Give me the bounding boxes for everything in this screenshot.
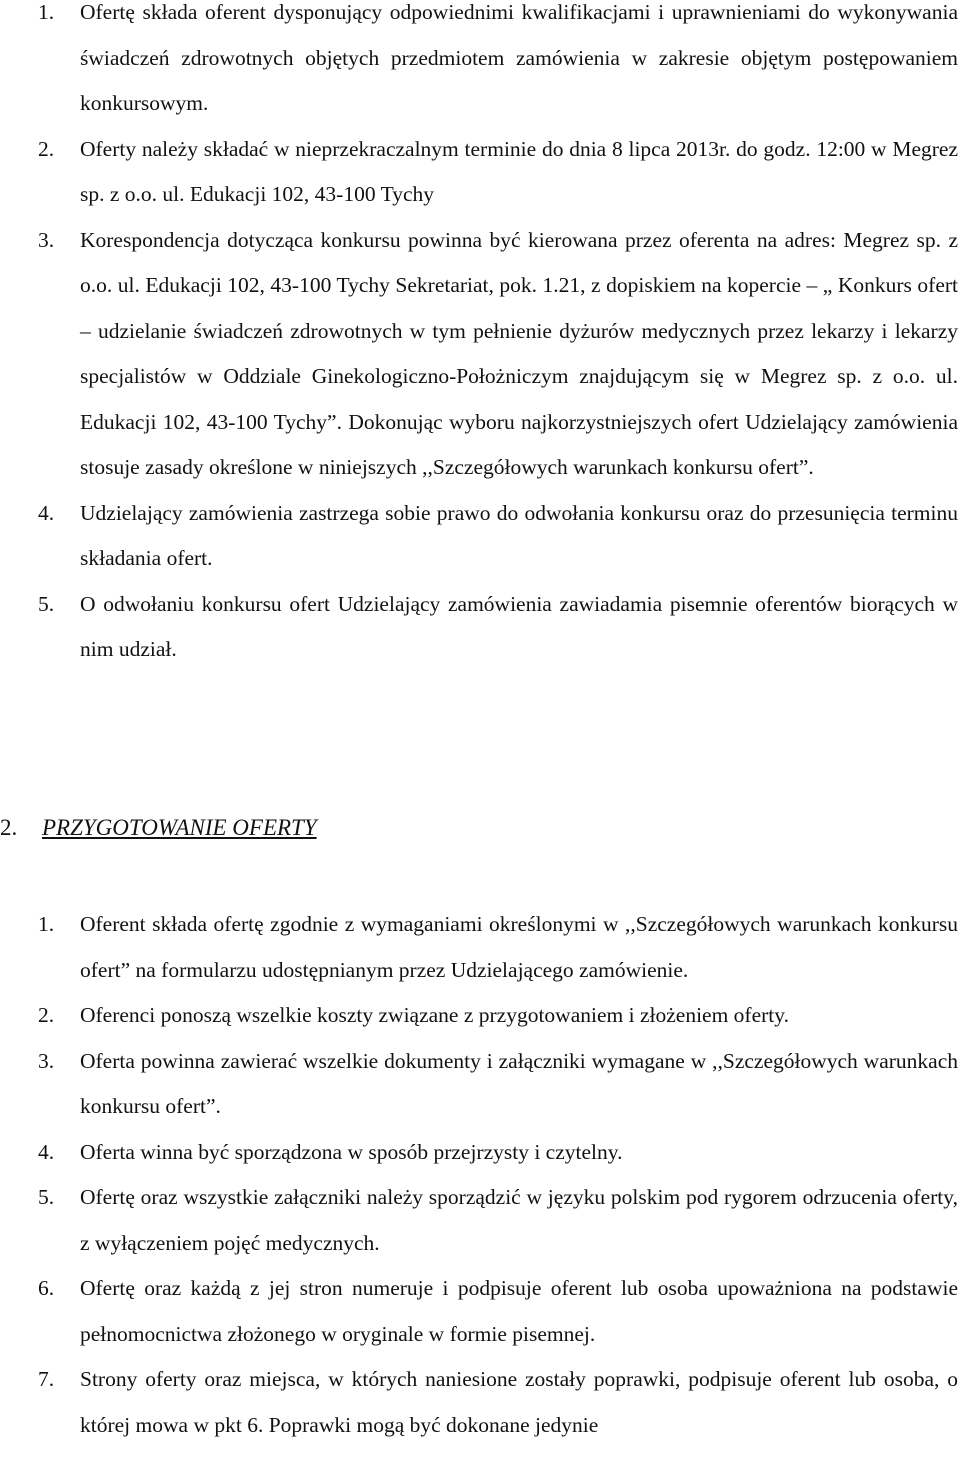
list-item xyxy=(38,127,958,218)
item-number: 2. xyxy=(38,136,55,161)
item-number: 7. xyxy=(38,1367,55,1391)
item-number: 3. xyxy=(38,1048,55,1073)
list-item xyxy=(38,582,958,673)
item-text: O odwołaniu konkursu ofert Udzielający zamówienia zawiadamia pisemnie oferentów biorących w nim udział. xyxy=(80,591,958,661)
list-item xyxy=(38,1175,958,1266)
item-number: 6. xyxy=(38,1276,55,1300)
item-text: Oferta winna być sporządzona w sposób przejrzysty i czytelny. xyxy=(80,1139,623,1164)
item-text: Ofertę składa oferent dysponujący odpowiednimi kwalifikacjami i uprawnieniami do wykonywania świadczeń zdrowotnych objętych przedmiotem zamówienia w zakresie objętym postępowaniem konkursowym. xyxy=(80,0,958,115)
offer-preparation-list xyxy=(38,902,958,1448)
item-number: 5. xyxy=(38,1185,55,1209)
section-title: PRZYGOTOWANIE OFERTY xyxy=(42,815,317,840)
list-item xyxy=(38,1130,958,1176)
item-text: Ofertę oraz wszystkie załączniki należy sporządzić w języku polskim pod rygorem odrzucenia oferty, z wyłączeniem pojęć medycznych. xyxy=(80,1185,958,1255)
list-item xyxy=(38,491,958,582)
item-text: Oferent składa ofertę zgodnie z wymaganiami określonymi w ,,Szczegółowych warunkach konkursu ofert” na formularzu udostępnianym przez Udzielającego zamówienie. xyxy=(80,912,958,982)
item-number: 4. xyxy=(38,1139,55,1164)
item-number: 4. xyxy=(38,500,55,525)
list-item xyxy=(38,218,958,491)
item-text: Oferty należy składać w nieprzekraczalnym terminie do dnia 8 lipca 2013r. do godz. 12:00 w Megrez sp. z o.o. ul. Edukacji 102, 43-100 Tychy xyxy=(80,136,958,206)
item-text: Strony oferty oraz miejsca, w których naniesione zostały poprawki, podpisuje oferent lub osoba, o której mowa w pkt 6. Poprawki mogą być dokonane jedynie xyxy=(80,1367,958,1437)
conditions-list xyxy=(38,0,958,673)
list-item xyxy=(38,1357,958,1448)
list-item xyxy=(38,1266,958,1357)
item-number: 1. xyxy=(38,0,55,24)
item-text: Udzielający zamówienia zastrzega sobie prawo do odwołania konkursu oraz do przesunięcia terminu składania ofert. xyxy=(80,500,958,570)
list-item xyxy=(38,1039,958,1130)
item-text: Oferta powinna zawierać wszelkie dokumenty i załączniki wymagane w ,,Szczegółowych warunkach konkursu ofert”. xyxy=(80,1048,958,1118)
item-number: 1. xyxy=(38,912,55,936)
item-number: 5. xyxy=(38,591,55,616)
item-text: Korespondencja dotycząca konkursu powinna być kierowana przez oferenta na adres: Megrez sp. z o.o. ul. Edukacji 102, 43-100 Tychy Sekretariat, pok. 1.21, z dopiskiem na kopercie – „ Konkurs ofert – udzielanie świadczeń zdrowotnych w tym pełnienie dyżurów medycznych przez lekarzy i lekarzy specjalistów w Oddziale Ginekologiczno-Położniczym znajdującym się w Megrez sp. z o.o. ul. Edukacji 102, 43-100 Tychy”. Dokonując wyboru najkorzystniejszych ofert Udzielający zamówienia stosuje zasady określone w niniejszych ,,Szczegółowych warunkach konkursu ofert”. xyxy=(80,227,958,479)
item-number: 3. xyxy=(38,227,55,252)
list-item xyxy=(38,902,958,993)
list-item xyxy=(38,0,958,127)
item-number: 2. xyxy=(38,1003,55,1027)
item-text: Ofertę oraz każdą z jej stron numeruje i podpisuje oferent lub osoba upoważniona na podstawie pełnomocnictwa złożonego w oryginale w formie pisemnej. xyxy=(80,1276,958,1346)
section-number: 2. xyxy=(0,815,18,840)
list-item xyxy=(38,993,958,1039)
item-text: Oferenci ponoszą wszelkie koszty związane z przygotowaniem i złożeniem oferty. xyxy=(80,1003,789,1027)
